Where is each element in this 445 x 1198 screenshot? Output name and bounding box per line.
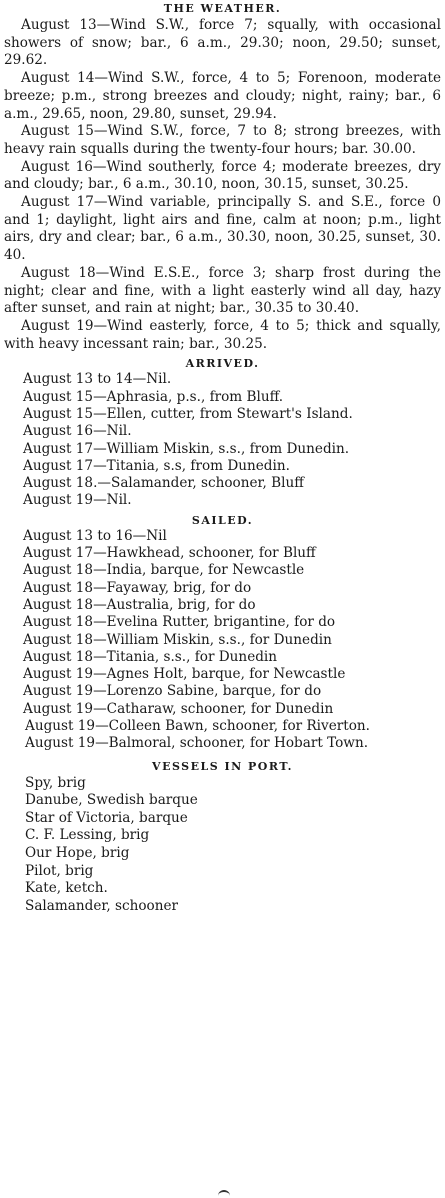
vessels-in-port-heading: VESSELS IN PORT. — [152, 759, 293, 773]
arrived-entry: August 18.—Salamander, schooner, Bluff — [23, 475, 304, 492]
arrived-entry: August 13 to 14—Nil. — [23, 371, 172, 388]
sailed-entry: August 19—Catharaw, schooner, for Dunedin — [23, 700, 334, 717]
vessel-entry: Pilot, brig — [25, 862, 94, 879]
vessel-entry: Spy, brig — [25, 774, 86, 791]
weather-entry: August 18—Wind E.S.E., force 3; sharp frost during the night; clear and fine, with a light easterly wind all day, hazy after sunset, and rain at night; bar., 30.35 to 30.40. — [4, 264, 441, 317]
sailed-entry: August 18—William Miskin, s.s., for Dunedin — [23, 631, 332, 648]
sailed-entry: August 19—Lorenzo Sabine, barque, for do — [23, 683, 322, 700]
sailed-entry: August 18—Titania, s.s., for Dunedin — [23, 648, 278, 665]
vessel-entry: Our Hope, brig — [25, 844, 130, 861]
weather-entry: August 19—Wind easterly, force, 4 to 5; thick and squally, with heavy incessant rain; bar., 30.25. — [4, 317, 441, 352]
arrived-entry: August 15—Aphrasia, p.s., from Bluff. — [23, 388, 284, 405]
sailed-section — [4, 510, 441, 753]
sailed-entry: August 19—Agnes Holt, barque, for Newcastle — [23, 666, 346, 683]
vessel-entry: Kate, ketch. — [25, 880, 108, 897]
arrived-entry: August 17—William Miskin, s.s., from Dunedin. — [23, 440, 350, 457]
weather-heading: THE WEATHER. — [163, 2, 282, 15]
sailed-entry: August 17—Hawkhead, schooner, for Bluff — [23, 545, 316, 562]
sailed-entry: August 13 to 16—Nil — [23, 527, 167, 544]
weather-entry: August 16—Wind southerly, force 4; moderate breezes, dry and cloudy; bar., 6 a.m., 30.10, noon, 30.15, sunset, 30.25. — [4, 158, 441, 193]
sailed-entry: August 19—Balmoral, schooner, for Hobart Town. — [25, 735, 369, 752]
arrived-entry: August 17—Titania, s.s, from Dunedin. — [23, 457, 290, 474]
weather-entry: August 17—Wind variable, principally S. and S.E., force 0 and 1; daylight, light airs and fine, calm at noon; p.m., light airs, dry and clear; bar., 6 a.m., 30.30, noon, 30.25, sunset, 30. 40. — [4, 194, 441, 264]
sailed-heading: SAILED. — [191, 513, 254, 527]
sailed-entry: August 18—India, barque, for Newcastle — [23, 562, 305, 579]
sailed-entry: August 18—Evelina Rutter, brigantine, for do — [23, 614, 336, 631]
arrived-entry: August 16—Nil. — [23, 423, 132, 440]
arrived-entry: August 19—Nil. — [23, 492, 132, 509]
weather-section — [4, 2, 441, 353]
weather-entry: August 13—Wind S.W., force 7; squally, with occasional showers of snow; bar., 6 a.m., 29.30; noon, 29.50; sunset, 29.62. — [4, 17, 441, 69]
sailed-entry: August 19—Colleen Bawn, schooner, for Riverton. — [25, 718, 370, 734]
vessel-entry: Star of Victoria, barque — [25, 809, 188, 826]
sailed-entry: August 18—Fayaway, brig, for do — [23, 579, 252, 596]
sailed-entry: August 18—Australia, brig, for do — [23, 596, 256, 613]
vessel-entry: C. F. Lessing, brig — [25, 827, 150, 844]
arrived-section — [4, 353, 441, 509]
weather-entry: August 14—Wind S.W., force, 4 to 5; Forenoon, moderate breeze; p.m., strong breezes and cloudy; night, rainy; bar., 6 a.m., 29.65, noon, 29.80, sunset, 29.94. — [4, 70, 441, 122]
arrived-entry: August 15—Ellen, cutter, from Stewart's Island. — [23, 405, 353, 422]
vessels-in-port-section — [4, 753, 441, 916]
weather-entry: August 15—Wind S.W., force, 7 to 8; strong breezes, with heavy rain squalls during the twenty-four hours; bar. 30.00. — [4, 123, 441, 157]
vessel-entry: Salamander, schooner — [25, 897, 179, 914]
vessel-entry: Danube, Swedish barque — [25, 792, 198, 809]
arrived-heading: ARRIVED. — [185, 357, 260, 371]
